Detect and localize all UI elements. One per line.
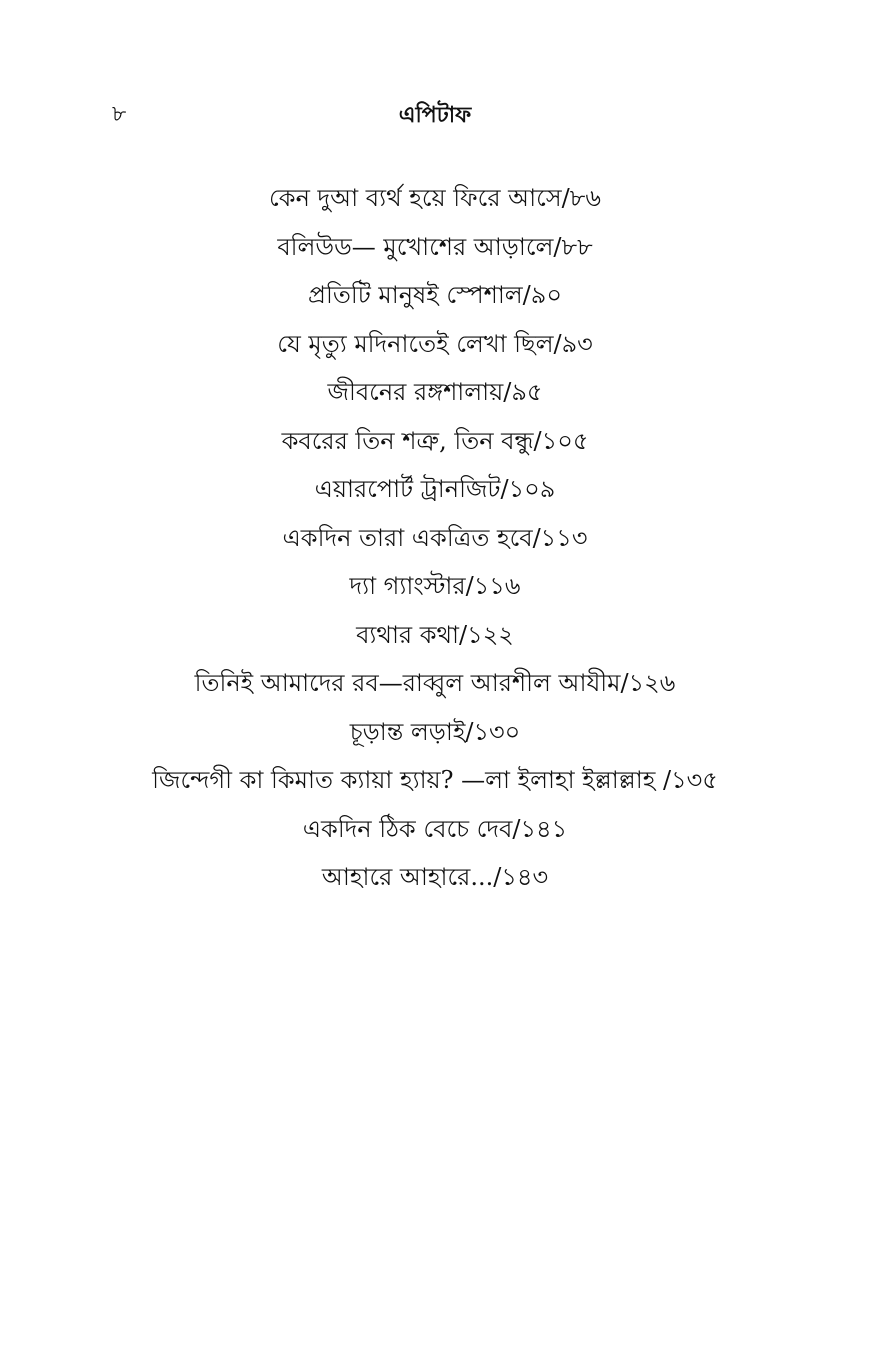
toc-entry: চূড়ান্ত লড়াই/১৩০: [349, 717, 521, 746]
toc-entry-page: ৮৮: [561, 232, 593, 261]
toc-entry: কবরের তিন শত্রু, তিন বন্ধু/১০৫: [281, 426, 589, 455]
toc-entry-page: ১২৬: [628, 669, 676, 697]
toc-entry-title: চূড়ান্ত লড়াই: [349, 717, 466, 746]
toc-entry-page: ১০৯: [508, 475, 556, 503]
toc-entry: আহারে আহারে.../১৪৩: [321, 863, 549, 891]
toc-entry-title: বলিউড— মুখোশের আড়ালে: [277, 232, 554, 261]
toc-entry-page: ৯৫: [511, 378, 543, 406]
toc-entry-page: ৮৬: [569, 184, 601, 212]
toc-entry: এয়ারপোর্ট ট্রানজিট/১০৯: [314, 475, 556, 503]
toc-entry-page: ৯০: [530, 281, 562, 309]
toc-entry-title: একদিন ঠিক বেচে দেব: [302, 814, 513, 843]
toc-entry-page: ১২২: [467, 620, 514, 649]
toc-entry: দ্যা গ্যাংস্টার/১১৬: [349, 572, 521, 600]
toc-entry-page: ৯৩: [561, 329, 593, 358]
toc-entry-title: জীবনের রঙ্গশালায়: [327, 378, 504, 406]
toc-entry-title: দ্যা গ্যাংস্টার: [349, 572, 466, 600]
toc-entry-page: ১০৫: [541, 426, 589, 455]
toc-entry-title: প্রতিটি মানুষই স্পেশাল: [308, 281, 523, 309]
toc-entry-title: একদিন তারা একত্রিত হবে: [282, 523, 533, 552]
toc-entry-page: ১১৬: [473, 572, 521, 600]
toc-entry-page: ১৪১: [520, 814, 568, 843]
toc-entry-title: ব্যথার কথা: [356, 620, 460, 649]
toc-entry: একদিন তারা একত্রিত হবে/১১৩: [282, 523, 588, 552]
page-number: ৮: [112, 102, 127, 127]
toc-entry-page: ১৩০: [473, 717, 521, 746]
toc-entry: একদিন ঠিক বেচে দেব/১৪১: [302, 814, 568, 843]
toc-entry: তিনিই আমাদের রব—রাব্বুল আরশীল আযীম/১২৬: [194, 669, 676, 697]
toc-entry-title: এয়ারপোর্ট ট্রানজিট: [314, 475, 501, 503]
toc-entry-page: ১৩৫: [671, 766, 718, 794]
toc-entry-title: যে মৃত্যু মদিনাতেই লেখা ছিল: [277, 329, 554, 358]
toc-entry: জীবনের রঙ্গশালায়/৯৫: [327, 378, 543, 406]
table-of-contents: [0, 174, 870, 902]
toc-entry-title: কবরের তিন শত্রু, তিন বন্ধু: [281, 426, 534, 455]
running-title: এপিটাফ: [398, 102, 472, 128]
toc-entry: যে মৃত্যু মদিনাতেই লেখা ছিল/৯৩: [277, 329, 593, 358]
toc-entry: বলিউড— মুখোশের আড়ালে/৮৮: [277, 232, 593, 261]
toc-entry-title: জিন্দেগী কা কিমাত ক্যায়া হ্যায়? —লা ইলাহা ইল্লাল্লাহ: [152, 766, 663, 794]
toc-entry-title: কেন দুআ ব্যর্থ হয়ে ফিরে আসে: [269, 184, 562, 212]
toc-entry: কেন দুআ ব্যর্থ হয়ে ফিরে আসে/৮৬: [269, 184, 601, 212]
toc-entry: প্রতিটি মানুষই স্পেশাল/৯০: [308, 281, 562, 309]
toc-entry: ব্যথার কথা/১২২: [356, 620, 514, 649]
toc-entry-page: ১৪৩: [501, 863, 549, 891]
toc-entry: জিন্দেগী কা কিমাত ক্যায়া হ্যায়? —লা ইলাহা ইল্লাল্লাহ /১৩৫: [152, 766, 718, 794]
toc-entry-title: তিনিই আমাদের রব—রাব্বুল আরশীল আযীম: [194, 669, 621, 697]
toc-entry-page: ১১৩: [540, 523, 588, 552]
toc-entry-title: আহারে আহারে...: [321, 863, 494, 891]
